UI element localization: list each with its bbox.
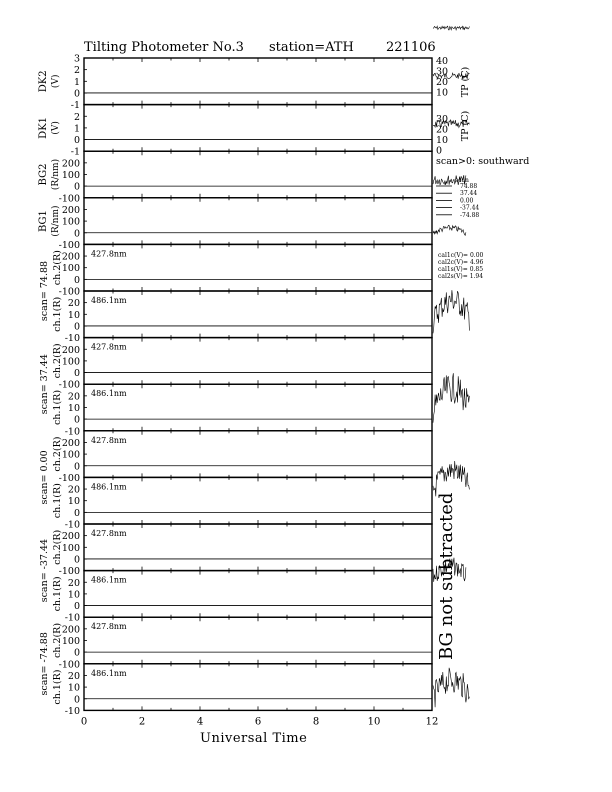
panel-unit-label: (V) (51, 74, 61, 89)
y-tick-label: 200 (61, 251, 80, 263)
y-tick-label: 2 (73, 111, 80, 123)
y-tick-label: -100 (58, 659, 80, 671)
y-tick-label: 100 (61, 263, 80, 275)
panel-12 (39, 617, 432, 695)
noise-trace-ch1e (433, 668, 469, 707)
figure-title: Tilting Photometer No.3 (84, 40, 244, 55)
y-tick-label: 2 (73, 65, 80, 77)
wavelength-annotation: 486.1nm (91, 668, 127, 678)
panel-frame (84, 291, 432, 338)
wavelength-annotation: 427.8nm (91, 342, 127, 352)
tp-tick-label: 30 (436, 114, 449, 125)
tp-axis-label: TP (C) (460, 110, 471, 142)
panel-label: ch.1(R) (52, 576, 63, 612)
y-tick-label: 200 (61, 437, 80, 449)
panel-frame (84, 477, 432, 524)
y-tick-label: -100 (58, 239, 80, 251)
noise-trace-ch1c (433, 461, 469, 496)
panel-frame (84, 431, 432, 478)
calibration-value: cal2c(V)= 4.96 (438, 259, 484, 266)
x-tick-label: 12 (425, 716, 439, 728)
y-tick-label: 0 (73, 507, 80, 519)
tp-tick-label: 20 (436, 77, 449, 88)
y-tick-label: 0 (73, 88, 80, 100)
y-tick-label: 3 (73, 53, 80, 65)
y-tick-label: 100 (61, 216, 80, 228)
noise-trace-top (433, 26, 469, 30)
panel-label: ch.1(R) (52, 483, 63, 519)
y-tick-label: -10 (64, 519, 80, 531)
y-tick-label: 100 (61, 636, 80, 647)
panel-8 (39, 431, 432, 508)
panel-label: ch.1(R) (52, 389, 63, 426)
scan-direction-note: scan>0: southward (436, 156, 530, 167)
watermark-text: BG not subtracted (436, 492, 457, 660)
x-tick-label: 0 (80, 716, 88, 728)
y-tick-label: 200 (61, 158, 80, 170)
y-tick-label: 0 (73, 647, 80, 659)
y-tick-label: -10 (64, 333, 80, 345)
noise-trace-bg1 (433, 225, 466, 235)
panel-label: ch.1(R) (52, 296, 63, 332)
panel-0 (38, 54, 432, 112)
station-label: station=ATH (269, 40, 354, 55)
legend-entry: -74.88 (460, 211, 480, 219)
tp-tick-label: 0 (436, 145, 443, 157)
y-tick-label: 0 (73, 274, 80, 286)
scan-group-label: scan= 0.00 (39, 450, 50, 505)
panel-9 (52, 477, 432, 530)
panel-label: ch.2(R) (52, 622, 63, 659)
x-tick-label: 4 (196, 716, 204, 728)
y-tick-label: -100 (58, 472, 80, 484)
y-tick-label: -10 (64, 426, 80, 438)
y-tick-label: 100 (61, 356, 80, 368)
panel-13 (52, 664, 432, 717)
legend-entry: 74.88 (460, 183, 478, 190)
panel-frame (84, 151, 432, 198)
date-label: 221106 (386, 40, 436, 55)
panel-3 (38, 198, 432, 251)
wavelength-annotation: 486.1nm (91, 389, 127, 399)
y-tick-label: -1 (70, 146, 80, 158)
y-tick-label: 200 (61, 344, 80, 356)
panel-label: ch.2(R) (52, 250, 63, 286)
tp-tick-label: 10 (436, 87, 449, 99)
x-axis-title: Universal Time (200, 731, 308, 746)
y-tick-label: 0 (73, 554, 80, 566)
y-tick-label: 0 (73, 461, 80, 473)
panel-frame (84, 105, 432, 152)
x-tick-label: 2 (138, 716, 146, 728)
panel-5 (52, 291, 432, 344)
tp-tick-label: 30 (436, 66, 449, 78)
y-tick-label: 100 (61, 170, 80, 181)
calibration-value: cal1c(V)= 0.00 (438, 252, 484, 259)
panel-unit-label: (R/nm) (51, 205, 61, 237)
legend-entry: 37.44 (460, 190, 478, 198)
y-tick-label: 0 (73, 228, 80, 240)
panel-frame (84, 338, 432, 385)
wavelength-annotation: 427.8nm (91, 529, 127, 538)
legend-entry: -37.44 (460, 204, 480, 212)
panel-frame (84, 571, 432, 618)
panel-frame (84, 664, 432, 711)
y-tick-label: -100 (58, 193, 80, 205)
panel-frame (84, 617, 432, 664)
y-tick-label: 10 (67, 496, 80, 508)
panel-label: BG1 (38, 210, 49, 233)
panel-frame (84, 244, 432, 291)
y-tick-label: 0 (73, 694, 80, 706)
x-tick-label: 6 (254, 716, 262, 728)
y-tick-label: -10 (64, 705, 80, 717)
y-tick-label: 0 (73, 135, 80, 147)
y-tick-label: 100 (61, 542, 80, 554)
y-tick-label: 10 (67, 403, 80, 414)
panel-label: ch.2(R) (52, 529, 63, 565)
wavelength-annotation: 427.8nm (91, 622, 127, 632)
noise-trace-ch1a (433, 290, 469, 333)
y-tick-label: 20 (67, 391, 80, 403)
wavelength-annotation: 427.8nm (91, 249, 127, 259)
y-tick-label: 100 (61, 449, 80, 461)
y-tick-label: 1 (73, 123, 80, 135)
calibration-value: cal1s(V)= 0.85 (438, 266, 484, 273)
y-tick-label: -1 (70, 100, 80, 112)
scan-group-label: scan= 74.88 (39, 260, 50, 322)
y-tick-label: 0 (73, 321, 80, 333)
wavelength-annotation: 486.1nm (91, 296, 127, 305)
panel-label: DK2 (38, 70, 49, 93)
scan-group-label: scan= -74.88 (39, 632, 50, 696)
tp-tick-label: 20 (436, 124, 449, 136)
y-tick-label: 1 (73, 76, 80, 88)
y-tick-label: -100 (58, 379, 80, 391)
scan-group-label: scan= -37.44 (39, 538, 50, 603)
panel-label: ch.1(R) (52, 669, 63, 705)
panel-2 (38, 151, 432, 204)
y-tick-label: 0 (73, 181, 80, 193)
panel-frame (84, 384, 432, 431)
calibration-value: cal2s(V)= 1.94 (438, 273, 484, 280)
y-tick-label: -10 (64, 612, 80, 624)
legend-entry: 0.00 (460, 197, 474, 205)
tp-tick-label: 10 (436, 135, 449, 146)
panel-label: DK1 (38, 116, 49, 139)
panel-11 (52, 571, 432, 624)
wavelength-annotation: 486.1nm (91, 575, 127, 585)
panel-label: BG2 (38, 163, 49, 186)
y-tick-label: -100 (58, 566, 80, 578)
panel-label: ch.2(R) (52, 343, 63, 379)
y-tick-label: 20 (67, 298, 80, 310)
tp-axis-label: TP (C) (460, 66, 471, 98)
panel-frame (84, 198, 432, 245)
legend-title: scan (455, 177, 469, 184)
panel-1 (38, 105, 432, 158)
y-tick-label: 20 (67, 484, 80, 496)
panel-7 (52, 384, 432, 437)
y-tick-label: 0 (73, 601, 80, 613)
x-tick-label: 8 (312, 716, 320, 728)
panel-unit-label: (R/nm) (51, 158, 61, 191)
y-tick-label: 20 (67, 577, 80, 589)
y-tick-label: 0 (73, 368, 80, 380)
panel-4 (39, 244, 432, 321)
wavelength-annotation: 427.8nm (91, 435, 127, 445)
x-tick-label: 10 (367, 716, 381, 728)
wavelength-annotation: 486.1nm (91, 482, 127, 492)
y-tick-label: 200 (61, 531, 80, 543)
panel-10 (39, 524, 432, 602)
right-strip (433, 26, 529, 707)
scan-group-label: scan= 37.44 (39, 354, 50, 415)
y-tick-label: -100 (58, 286, 80, 298)
y-tick-label: 0 (73, 414, 80, 426)
y-tick-label: 20 (67, 670, 80, 682)
panel-frame (84, 58, 432, 105)
tp-tick-label: 40 (436, 56, 449, 67)
y-tick-label: 10 (67, 682, 80, 694)
panel-unit-label: (V) (51, 121, 61, 135)
y-tick-label: 200 (61, 624, 80, 636)
panel-label: ch.2(R) (52, 436, 63, 472)
panel-frame (84, 524, 432, 571)
noise-trace-ch1b (433, 373, 469, 423)
y-tick-label: 200 (61, 204, 80, 216)
y-tick-label: 10 (67, 309, 80, 321)
y-tick-label: 10 (67, 589, 80, 601)
panel-6 (39, 338, 432, 415)
